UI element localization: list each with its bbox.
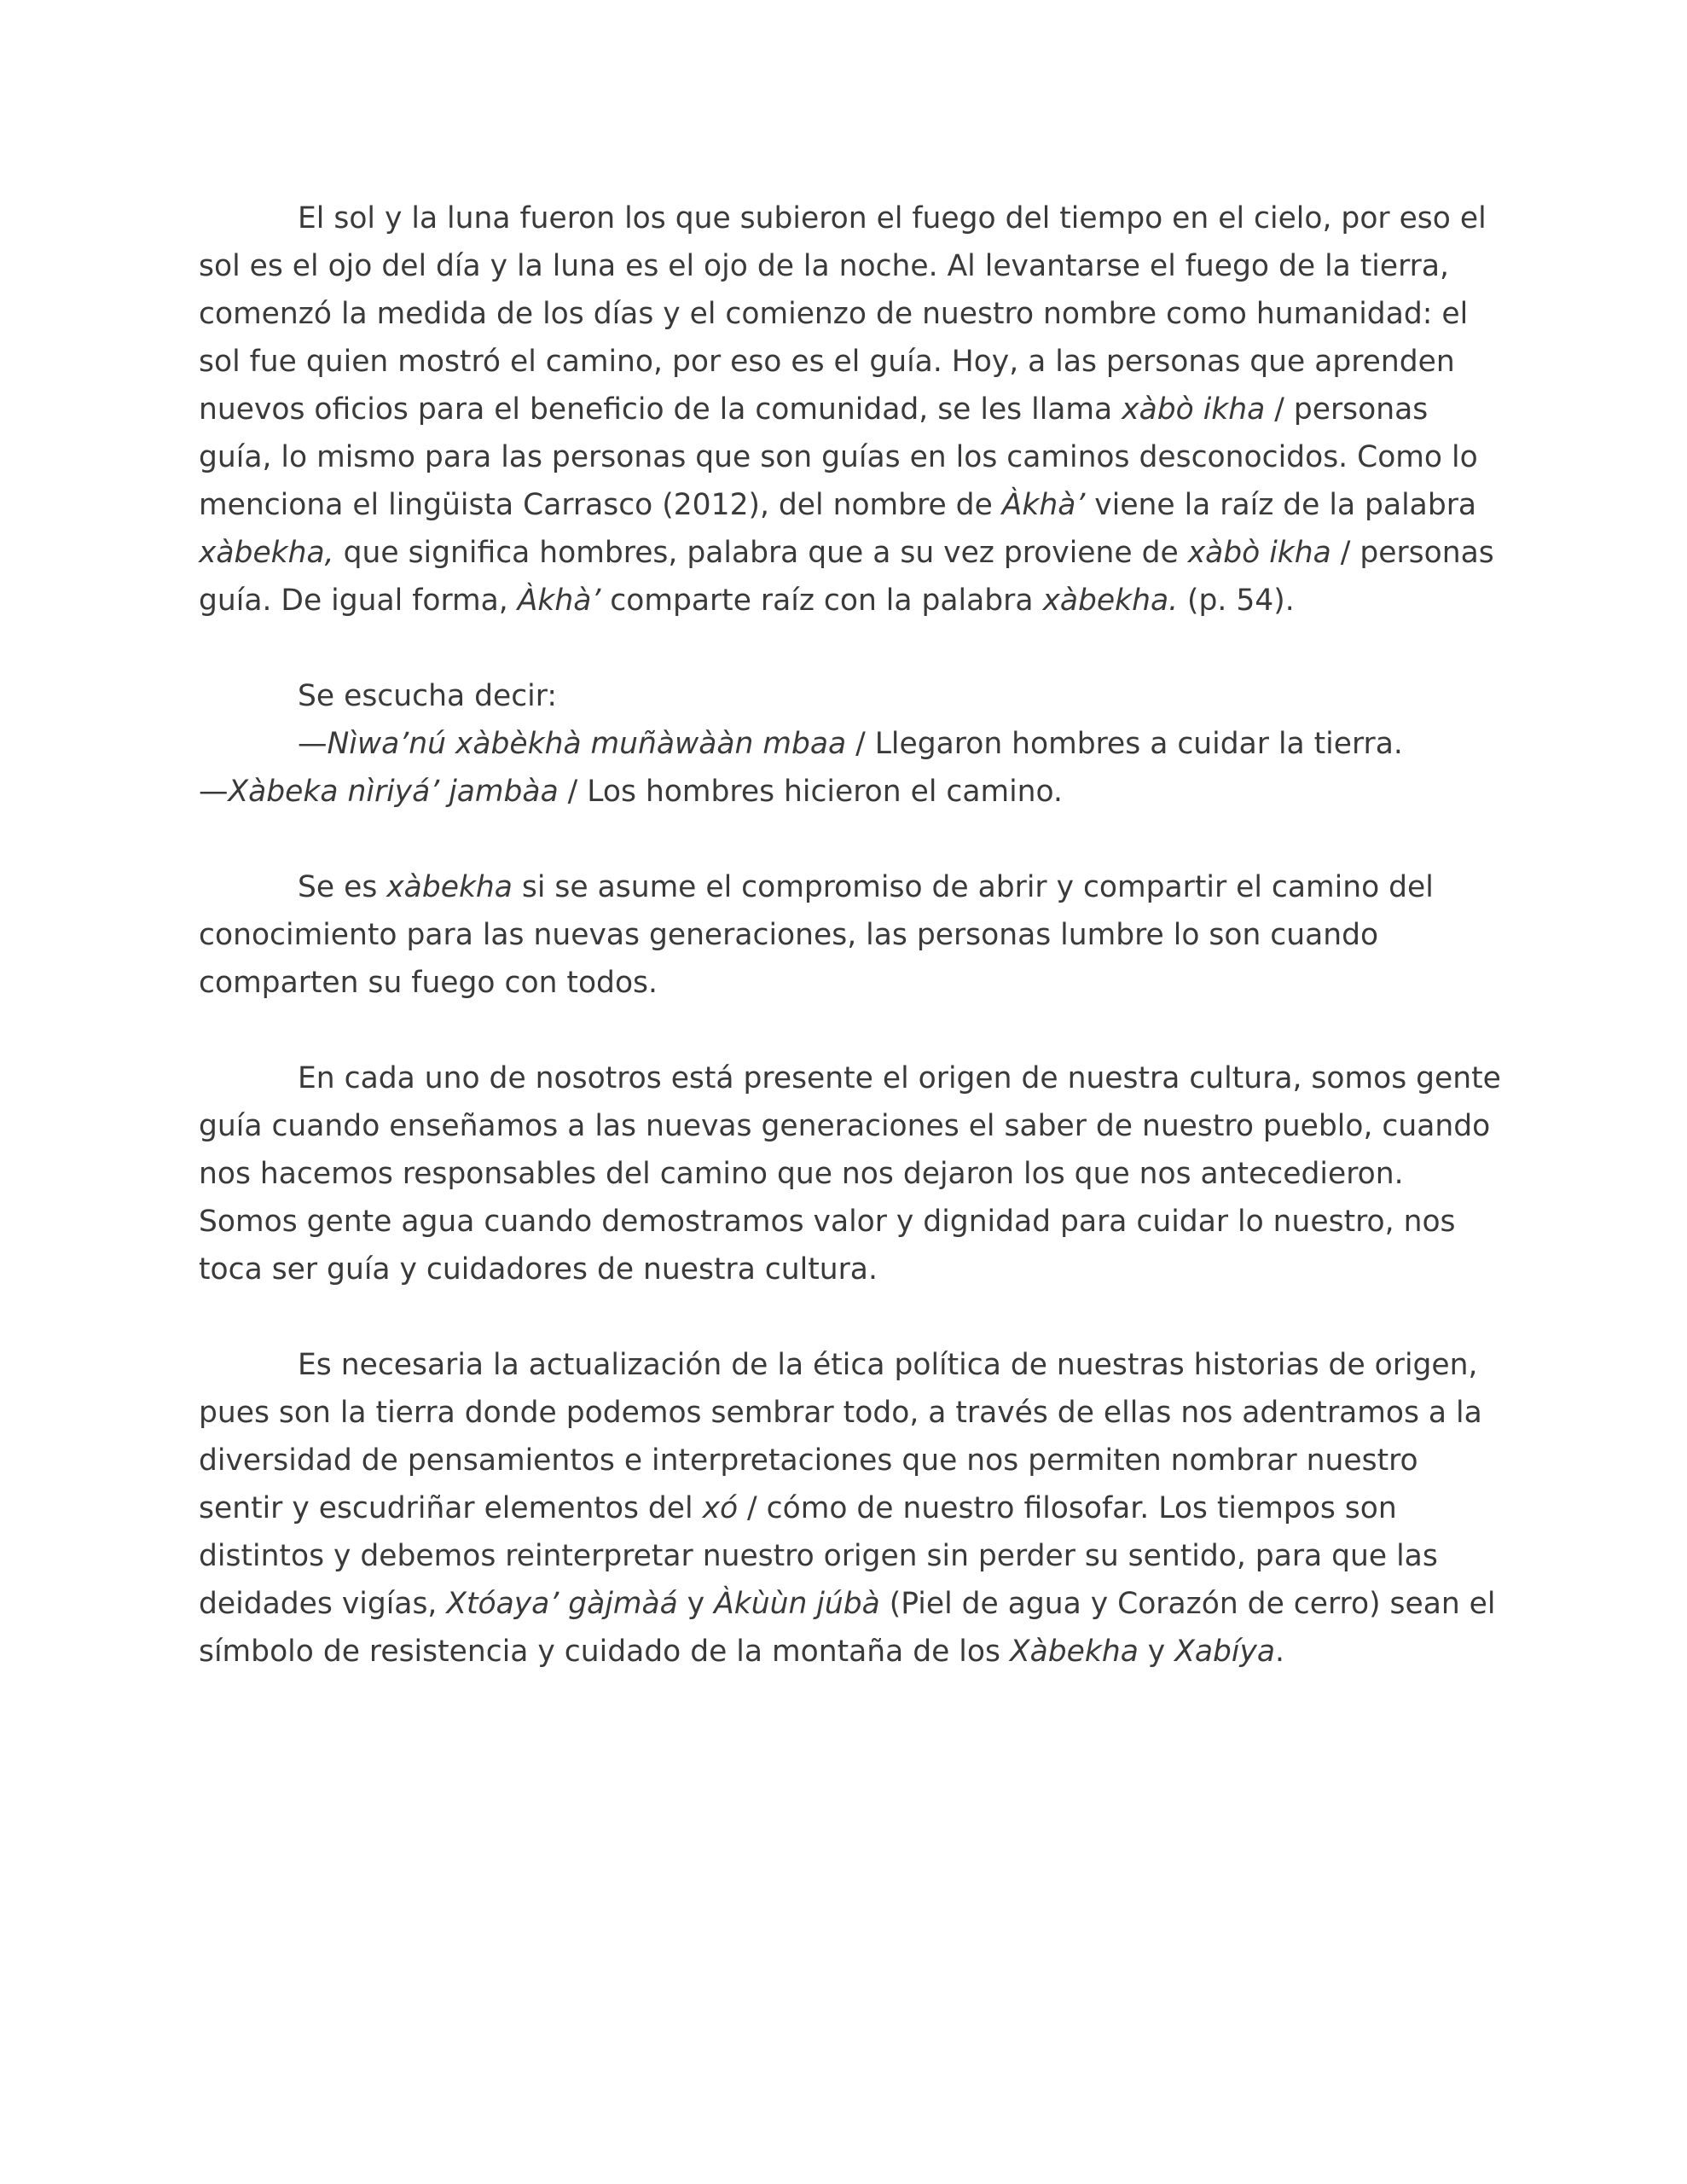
text-run: si se asume el compromiso de abrir y compartir el camino del conocimiento para las nuevas generaciones, las personas lumbre lo son cuando comparten su fuego con todos. <box>199 870 1434 1000</box>
text-run: — <box>298 727 328 761</box>
paragraph-3 <box>199 863 1504 1007</box>
text-run: viene la raíz de la palabra <box>1085 488 1477 522</box>
italic-term: xàbekha, <box>199 536 334 570</box>
italic-term: xàbò ikha <box>1122 392 1266 427</box>
italic-term: Àkhà’ <box>517 584 601 618</box>
italic-term: xàbekha. <box>1042 584 1179 618</box>
document-body <box>199 195 1504 1676</box>
italic-term: xàbò ikha <box>1187 536 1331 570</box>
text-run: / Llegaron hombres a cuidar la tierra. <box>846 727 1403 761</box>
italic-term: Àkhà’ <box>1001 488 1086 522</box>
quote-line-1 <box>199 720 1504 768</box>
paragraph-1 <box>199 195 1504 624</box>
italic-term: Xtóaya’ gàjmàá <box>446 1587 678 1621</box>
italic-term: Xàbeka nìriyá’ jambàa <box>228 775 559 809</box>
text-run: / personas guía, lo mismo para las personas que son guías en los caminos desconocidos. Como lo menciona el lingüista Carrasco (2012), del nombre de <box>199 392 1478 522</box>
text-run: y <box>677 1587 715 1621</box>
paragraph-5 <box>199 1341 1504 1676</box>
paragraph-4: En cada uno de nosotros está presente el origen de nuestra cultura, somos gente guía cuando enseñamos a las nuevas generaciones el saber de nuestro pueblo, cuando nos hacemos responsables del camino que nos dejaron los que nos antecedieron. Somos gente agua cuando demostramos valor y dignidad para cuidar lo nuestro, nos toca ser guía y cuidadores de nuestra cultura. <box>199 1061 1501 1287</box>
text-run: / cómo de nuestro filosofar. Los tiempos son distintos y debemos reinterpretar nuestro origen sin perder su sentido, para que las deidades vigías, <box>199 1491 1438 1621</box>
text-run: (Piel de agua y Corazón de cerro) sean el símbolo de resistencia y cuidado de la montaña de los <box>199 1587 1496 1669</box>
text-run: Se es <box>298 870 387 904</box>
quote-line-2 <box>199 768 1504 816</box>
text-run: . <box>1275 1635 1284 1669</box>
text-run: El sol y la luna fueron los que subieron el fuego del tiempo en el cielo, por eso el sol es el ojo del día y la luna es el ojo de la noche. Al levantarse el fuego de la tierra, comenzó la medida de los días y el comienzo de nuestro nombre como humanidad: el sol fue quien mostró el camino, por eso es el guía. Hoy, a las personas que aprenden nuevos oficios para el beneficio de la comunidad, se les llama <box>199 201 1487 427</box>
text-run: comparte raíz con la palabra <box>600 584 1043 618</box>
italic-term: Nìwa’nú xàbèkhà muñàwààn mbaa <box>327 727 847 761</box>
italic-term: xó <box>702 1491 739 1525</box>
text-run: / personas guía. De igual forma, <box>199 536 1494 618</box>
text-run: — <box>199 775 229 809</box>
quote-intro: Se escucha decir: <box>298 679 557 713</box>
text-run: Es necesaria la actualización de la ética política de nuestras historias de origen, pues son la tierra donde podemos sembrar todo, a través de ellas nos adentramos a la diversidad de pensamientos e interpretaciones que nos permiten nombrar nuestro sentir y escudriñar elementos del <box>199 1348 1482 1525</box>
text-run: (p. 54). <box>1178 584 1295 618</box>
text-run: / Los hombres hicieron el camino. <box>558 775 1064 809</box>
italic-term: Xàbekha <box>1009 1635 1139 1669</box>
quote-block <box>199 672 1504 816</box>
italic-term: Àkùùn júbà <box>714 1587 880 1621</box>
text-run: y <box>1138 1635 1175 1669</box>
italic-term: Xabíya <box>1174 1635 1276 1669</box>
italic-term: xàbekha <box>386 870 513 904</box>
paragraph-gap <box>199 816 1504 863</box>
text-run: que significa hombres, palabra que a su vez proviene de <box>333 536 1188 570</box>
